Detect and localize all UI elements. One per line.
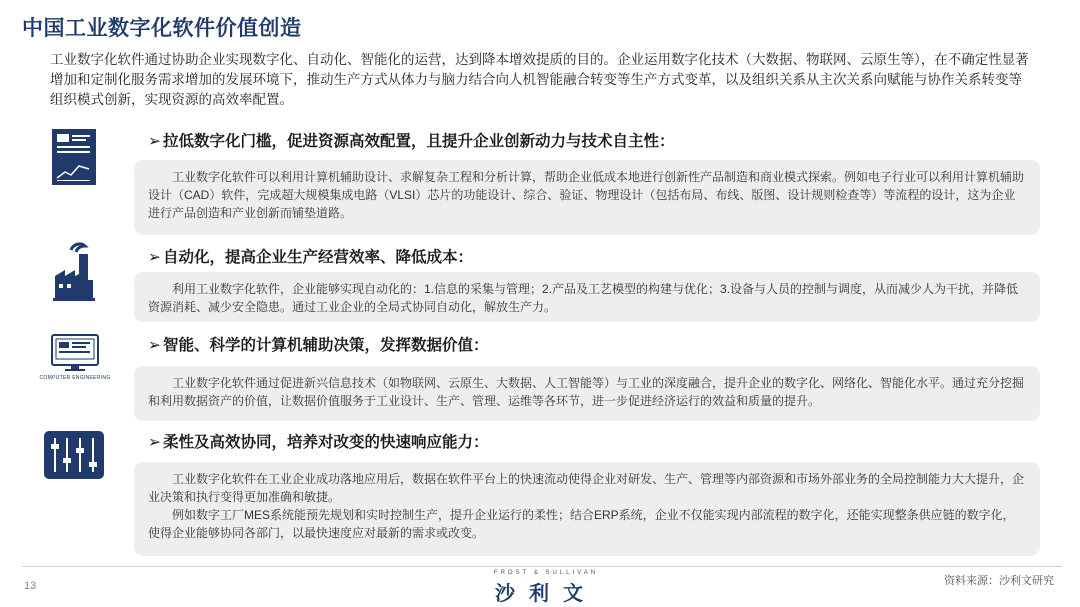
computer-monitor-icon bbox=[40, 333, 110, 381]
page-number: 13 bbox=[24, 580, 37, 592]
company-logo bbox=[476, 570, 616, 606]
footer-divider bbox=[22, 566, 1062, 567]
icon-caption: COMPUTER ENGINEERING bbox=[39, 375, 111, 381]
sliders-icon bbox=[44, 430, 104, 480]
section-text-box bbox=[134, 160, 1040, 235]
section-heading: ➢ 柔性及高效协同，培养对改变的快速响应能力： bbox=[148, 434, 489, 451]
section-paragraph: 工业数字化软件通过促进新兴信息技术（如物联网、云原生、大数据、人工智能等）与工业的深度融合，提升企业的数字化、网络化、智能化水平。通过充分挖掘和利用数据资产的价值，让数据价值服务于工业设计、生产、管理、运维等各环节，进一步促进经济运行的效益和质量的提升。 bbox=[148, 376, 1025, 408]
section-heading: ➢ 自动化，提高企业生产经营效率、降低成本： bbox=[148, 249, 474, 266]
document-chart-icon bbox=[44, 128, 104, 186]
section-paragraph: 工业数字化软件可以利用计算机辅助设计、求解复杂工程和分析计算，帮助企业低成本地进行创新性产品制造和商业模式探索。例如电子行业可以利用计算机辅助设计（CAD）软件，完成超大规模集成电路（VLSI）芯片的功能设计、综合、验证、物理设计（包括布局、布线、版图、设计规则检查等）等流程的设计，这为企业进行产品创造和产业创新而铺垫道路。 bbox=[148, 170, 1025, 220]
section-paragraph: 例如数字工厂MES系统能预先规划和实时控制生产，提升企业运行的柔性；结合ERP系统，企业不仅能实现内部流程的数字化，还能实现整条供应链的数字化，使得企业能够协同各部门，以最快速度应对最新的需求或改变。 bbox=[148, 508, 1015, 540]
page-title: 中国工业数字化软件价值创造 bbox=[22, 17, 302, 40]
intro-paragraph: 工业数字化软件通过协助企业实现数字化、自动化、智能化的运营，达到降本增效提质的目的。企业运用数字化技术（大数据、物联网、云原生等），在不确定性显著增加和定制化服务需求增加的发展环境下，推动生产方式从体力与脑力结合向人机智能融合转变等生产方式变革，以及组织关系从主次关系向赋能与协作关系转变等组织模式创新，实现资源的高效率配置。 bbox=[50, 52, 1029, 107]
section-text-box bbox=[134, 272, 1040, 322]
section-heading: ➢ 拉低数字化门槛，促进资源高效配置，且提升企业创新动力与技术自主性： bbox=[148, 133, 675, 150]
logo-subtitle: FROST & SULLIVAN bbox=[493, 570, 599, 576]
section-paragraph: 工业数字化软件在工业企业成功落地应用后，数据在软件平台上的快速流动使得企业对研发、生产、管理等内部资源和市场外部业务的全局控制能力大大提升，企业决策和执行变得更加准确和敏捷。 bbox=[148, 472, 1025, 504]
section-paragraph: 利用工业数字化软件，企业能够实现自动化的：1.信息的采集与管理；2.产品及工艺模型的构建与优化；3.设备与人员的控制与调度，从而减少人为干扰，并降低资源消耗、减少安全隐患。通过工业企业的全局式协同自动化，解放生产力。 bbox=[148, 282, 1019, 314]
factory-icon bbox=[44, 240, 104, 302]
section-text-box bbox=[134, 366, 1040, 421]
section-text-box bbox=[134, 462, 1040, 556]
logo-name: 沙利文 bbox=[495, 583, 597, 605]
section-heading: ➢ 智能、科学的计算机辅助决策，发挥数据价值： bbox=[148, 337, 489, 354]
source-note: 资料来源：沙利文研究 bbox=[944, 575, 1054, 587]
